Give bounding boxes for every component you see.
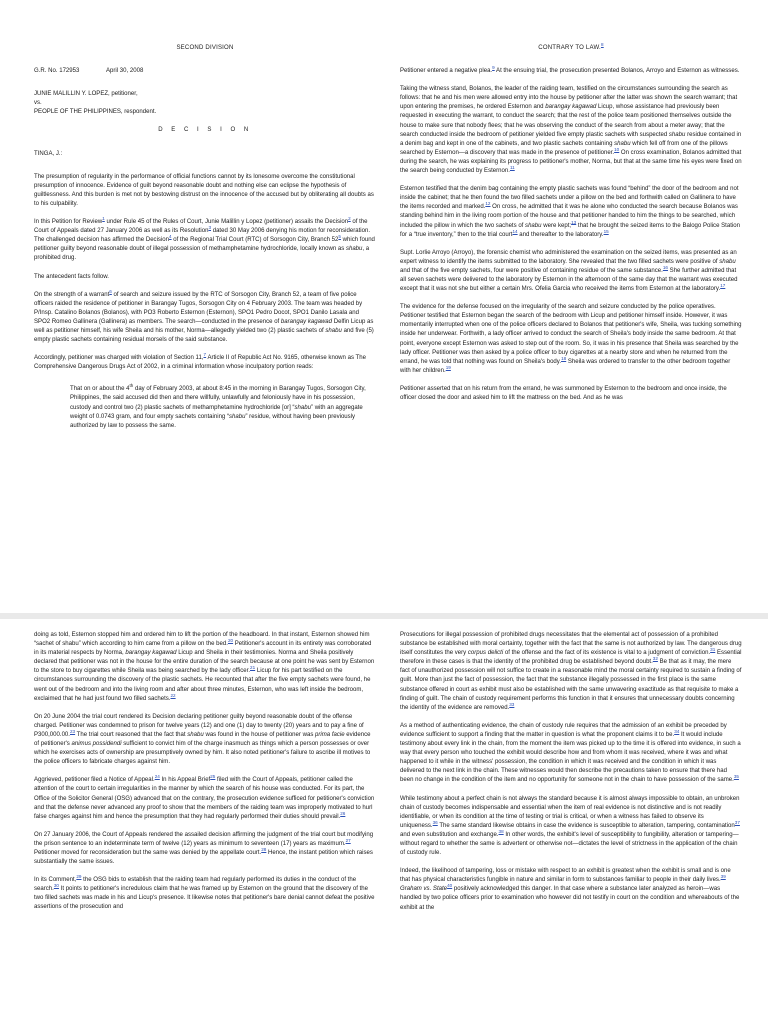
italic-text: barangay kagawad: [125, 650, 177, 657]
text: day of February 2003, at about 8:45 in the morning in Barangay Tugos, Sorsogon City, Philippines, the said accused did then and there willfully, unlawfully and feloniously have in his possession, custody and control two (2) plastic sachets of methamphetamine hydrochloride [or] “: [70, 386, 366, 411]
paragraph: [400, 867, 742, 912]
text: Aggrieved, petitioner filed a Notice of Appeal.: [34, 777, 155, 784]
text: Article II of Republic Act No. 9165, otherwise known as The Comprehensive Dangerous Drugs Act of 2002, in a criminal information whose inculpatory portion reads:: [34, 355, 366, 371]
italic-text: shabu: [614, 140, 631, 147]
text: and five (5) empty plastic sachets containing residual morsels of the said substance.: [34, 327, 374, 344]
text: That on or about the 4: [70, 386, 130, 393]
petitioner-name: JUNIE MALILLIN Y. LOPEZ, petitioner,: [34, 91, 138, 98]
text: Petitioner's account in its entirety was corroborated in its material respects by Norma,: [34, 641, 372, 657]
paragraph: [34, 288, 376, 346]
italic-text: shabu: [668, 131, 686, 138]
page2-left-column: [34, 631, 376, 922]
italic-text: shabu: [325, 327, 342, 334]
text: Esternon testified that the denim bag containing the empty plastic sachets was found “behind” the door of the bedroom and not inside the cabinet; that he then found the two filled sachets under a pillow on the bed and forthwith called on Gallinera to have the items recorded and marked.: [400, 186, 739, 211]
footnote-link[interactable]: 26: [340, 810, 346, 816]
text: and that of the five empty sachets, four were positive of containing residue of the same substance.: [400, 267, 663, 274]
text: under Rule 45 of the Rules of Court, Junie Malillin y Lopez (petitioner) assails the Decision: [104, 219, 349, 226]
footnote-link[interactable]: 4: [169, 234, 172, 240]
text: ” residue, without having been previously authorized by law to possess the same.: [70, 413, 356, 429]
case-number-line: [34, 67, 376, 76]
text: In other words, the exhibit's level of susceptibility to fungibility, alteration or tampering—without regard to whether the same is advertent or otherwise not—dictates the level of strictness in the application of the chain of custody rule.: [400, 831, 739, 857]
text: Indeed, the likelihood of tampering, loss or mistake with respect to an exhibit is greatest when the exhibit is small and is one that has physical characteristics fungible in nature and similar in form to substances familiar to people in their daily lives.: [400, 868, 731, 884]
paragraph: [34, 713, 376, 768]
footnote-link[interactable]: 6: [109, 288, 112, 294]
text: In this Petition for Review: [34, 219, 103, 226]
text: Petitioner moved for reconsideration but the same was denied by the appellate court.: [34, 849, 262, 856]
footnote-link[interactable]: 31: [710, 647, 716, 653]
footnote-link[interactable]: 19: [445, 364, 451, 370]
text: Accordingly, petitioner was charged with violation of Section 11,: [34, 355, 204, 362]
text: On the strength of a warrant: [34, 291, 110, 298]
text: Supt. Lorlie Arroyo (Arroyo), the forensic chemist who administered the examination on the seized items, was presented as an expert witness to identify the items submitted to the laboratory. She revealed that the two filled sachets were positive of: [400, 249, 737, 265]
footnote-link[interactable]: 29: [76, 874, 82, 880]
footnote-link[interactable]: 7: [203, 352, 207, 358]
page1-right-column: [400, 41, 742, 412]
footnote-link[interactable]: 15: [603, 228, 609, 234]
italic-text: shabu: [187, 731, 204, 738]
text: which found petitioner guilty beyond reasonable doubt of illegal possession of methamphetamine hydrochloride, locally known as: [34, 237, 375, 253]
italic-text: shabu: [525, 222, 542, 229]
contrary-heading: [400, 41, 742, 53]
text: of search and seizure issued by the RTC of Sorsogon City, Branch 52, a team of five police officers raided the residence of petitioner in Barangay Tugos, Sorsogon City on 4 February 2003. The team was headed by P/Insp. Catalino Bolanos (Bolanos), with PO3 Roberto Esternon (Esternon), SPO1 Pedro Docot, SPO1 Danilo Lasala and SPO2 Romeo Gallinera (Gallinera) as members. The search—conducted in the presence of: [34, 291, 363, 325]
footnote-link[interactable]: 14: [512, 228, 518, 234]
footnote-link[interactable]: 20: [227, 638, 234, 644]
text: which fell off from one of the pillows searched by Esternon—a discovery that was made in the presence of petitioner.: [400, 140, 728, 156]
footnote-link[interactable]: 9: [492, 65, 495, 71]
quoted-information: [70, 381, 376, 430]
superscript: th: [129, 383, 134, 389]
text: As a method of authenticating evidence, the chain of custody rule requires that the admission of an exhibit be preceded by evidence sufficient to support a finding that the matter in question is what the proponent claims it to be.: [400, 722, 727, 738]
text: dated 30 May 2006 denying his motion for reconsideration. The challenged decision has affirmed the Decision: [34, 228, 371, 244]
text: of the offense and the fact of its existence is vital to a judgment of conviction.: [503, 650, 711, 657]
case-number: G.R. No. 172953: [34, 68, 80, 75]
footnote-link[interactable]: 24: [154, 774, 160, 780]
text: , a prohibited drug.: [34, 246, 370, 262]
text: Essential therefore in these cases is that the identity of the prohibited drug be established beyond doubt.: [400, 650, 742, 666]
paragraph: [34, 354, 376, 372]
text: The same standard likewise obtains in case the evidence is susceptible to alteration, tampering, contamination: [437, 822, 735, 829]
paragraph: [400, 85, 742, 176]
decision-heading: D E C I S I O N: [158, 127, 252, 134]
footnote-link[interactable]: 32: [652, 656, 658, 662]
text: It would include testimony about every link in the chain, from the moment the item was picked up to the time it is offered into evidence, in such a way that every person who touched the exhibit would describe how and from whom it was received, where it was and what happened to it while in the witness' possession, the condition in which it was received and the condition in which it was delivered to the next link in the chain. These witnesses would then describe the precautions taken to ensure that there had been no change in the condition of the item and no opportunity for someone not in the chain to have possession of the same.: [400, 731, 741, 784]
footnote-link[interactable]: 30: [53, 883, 59, 889]
italic-text: shabu: [719, 258, 736, 265]
italic-text: prima facie: [315, 731, 345, 738]
text: sufficient to convict him of the charge inasmuch as things which a person possesses or over which he exercises acts of ownership are presumptively owned by him. It also noted petitioner's failure to ascribe ill motives to the police officers to fabricate charges against him.: [34, 741, 371, 766]
italic-text: barangay kagawad: [545, 104, 597, 111]
text: Licup and Sheila in their testimonies. Norma and Sheila positively declared that petitioner was not in the house for the entire duration of the search because at one point he was sent by Esternon to the store to buy cigarettes while Sheila was being searched by the lady officer.: [34, 650, 375, 675]
paragraph: [400, 303, 742, 376]
italic-text: corpus delicti: [467, 650, 504, 657]
text: the OSG bids to establish that the raiding team had regularly performed its duties in the conduct of the search.: [34, 877, 357, 893]
text: Delfin Licup as well as petitioner himself, his wife Sheila and his mother, Norma—allegedly yielded two (2) plastic sachets of: [34, 318, 374, 334]
text: The trial court reasoned that the fact that: [75, 731, 188, 738]
footnote-link[interactable]: 13: [571, 219, 577, 225]
text: filed with the Court of Appeals, petitioner called the attention of the court to certain irregularities in the manner by which the search of his house was conducted. For its part, the Office of the Solicitor General (OSG) advanced that on the contrary, the prosecution evidence sufficed for petitioner's conviction and that the defense never advanced any proof to show that the members of the raiding team was improperly motivated to hurl false charges against him and hence the presumption that they had regularly performed their duties should prevail.: [34, 777, 375, 820]
ponente: TINGA, J.:: [34, 150, 63, 157]
text: While testimony about a perfect chain is not always the standard because it is almost always impossible to obtain, an unbroken chain of custody becomes indispensable and essential when the item of real evidence is not distinctive and is not readily identifiable, or when its condition at the time of testing or trial is critical, or when a witness has failed to observe its uniqueness.: [400, 795, 740, 829]
italic-text: shabu: [229, 413, 246, 420]
paragraph: [34, 876, 376, 912]
footnote-link[interactable]: 12: [485, 201, 491, 207]
text: Hence, the instant petition which raises substantially the same issues.: [34, 849, 373, 866]
footnote-link[interactable]: 16: [662, 264, 668, 270]
paragraph: [400, 722, 742, 786]
footnote-link[interactable]: 40: [447, 883, 453, 889]
text: On cross examination, Bolanos admitted that during the search, he was explaining its progress to petitioner's mother, Norma, but that at the same time his eyes were fixed on the search being conducted by Esternon.: [400, 149, 742, 175]
paragraph: The antecedent facts follow.: [34, 273, 109, 280]
footnote-link[interactable]: 28: [261, 846, 267, 852]
versus: vs.: [34, 100, 42, 107]
text: were kept;: [541, 222, 572, 229]
text: and even substitution and exchange.: [400, 831, 499, 838]
text: Prosecutions for illegal possession of prohibited drugs necessitates that the elemental act of possession of a prohibited substance be established with moral certainty, together with the fact that the same is not authorized by law. The dangerous drug itself constitutes the very: [400, 632, 742, 657]
footnote-link[interactable]: 8: [600, 41, 604, 47]
division-heading: SECOND DIVISION: [176, 45, 234, 51]
footnote-link[interactable]: 10: [614, 146, 620, 152]
footnote-link[interactable]: 36: [432, 819, 438, 825]
text: was found in the house of petitioner was: [203, 731, 316, 738]
footnote-link[interactable]: 1: [102, 216, 105, 222]
footnote-link[interactable]: 5: [338, 234, 341, 240]
text: residue contained in a denim bag and kept in one of the cabinets, and two plastic sachets containing: [400, 131, 742, 147]
text: doing as told, Esternon stopped him and ordered him to lift the portion of the headboard. In that instant, Esternon showed him “sachet of shabu” which according to him came from a pillow on the bed.: [34, 632, 370, 648]
text: The evidence for the defense focused on the irregularity of the search and seizure conducted by the police operatives. Petitioner testified that Esternon began the search of the bedroom with Licup and petitioner himself inside. However, it was momentarily interrupted when one of the police officers declared to Bolanos that petitioner's wife, Sheila, was tucking something inside her underwear. Forthwith, a lady officer arrived to conduct the search of Sheila's body inside the same bedroom. At that point, everyone except Esternon was asked to step out of the room. So, it was in his presence that Sheila was searched by the lady officer. Petitioner was then asked by a police officer to buy cigarettes at a nearby store and when he returned from the errand, he was told that nothing was found on Sheila's body.: [400, 304, 742, 365]
page2-right-column: [400, 631, 742, 922]
text: Taking the witness stand, Bolanos, the leader of the raiding team, testified on the circumstances surrounding the search as follows: that he and his men were allowed entry into the house by petitioner after the latter was shown the search warrant; that upon entering the premises, he ordered Esternon and: [400, 86, 738, 111]
text: In his Appeal Brief: [159, 777, 211, 784]
footnote-link[interactable]: 35: [733, 774, 739, 780]
text: Sheila was ordered to transfer to the other bedroom together with her children.: [400, 358, 731, 374]
respondent-name: PEOPLE OF THE PHILIPPINES, respondent.: [34, 109, 157, 116]
footnote-link[interactable]: 37: [734, 819, 740, 825]
footnote-link[interactable]: 21: [250, 665, 256, 671]
page1-left-column: [34, 44, 376, 440]
text: In its Comment,: [34, 877, 77, 884]
footnote-link[interactable]: 25: [210, 774, 216, 780]
text: of the Regional Trial Court (RTC) of Sorsogon City, Branch 52: [171, 237, 339, 244]
paragraph: [400, 185, 742, 240]
italic-text: barangay kagawad: [280, 318, 333, 325]
document-page-2: [0, 619, 768, 1024]
text: She further admitted that all seven sachets were delivered to the laboratory by Esternon in the afternoon of the same day that the warrant was executed except that it was not she but either a certain Mrs. Ofelia Garcia who received the items from Esternon at the laboratory.: [400, 267, 738, 293]
paragraph: [400, 67, 742, 76]
paragraph: [34, 776, 376, 821]
paragraph: The presumption of regularity in the performance of official functions cannot by its lonesome overcome the constitutional presumption of innocence. Evidence of guilt beyond reasonable doubt and nothing else can eclipse the hypothesis of guiltlessness. And this burden is met not by bestowing distrust on the innocence of the accused but by obliterating all doubts as to his culpability.: [34, 173, 374, 207]
footnote-link[interactable]: 38: [498, 828, 504, 834]
paragraph: [400, 795, 742, 859]
text: CONTRARY TO LAW.: [538, 45, 601, 51]
text: Licup, whose assistance had previously been requested in executing the warrant, to conduct the search; that the rest of the police team positioned themselves outside the house to make sure that nobody flees; that he was observing the conduct of the search from about a meter away; that the search conducted inside the bedroom of petitioner yielded five empty plastic sachets with suspected: [400, 104, 732, 138]
text: Licup for his part testified on the circumstances surrounding the discovery of the plastic sachets. He recounted that after the five empty sachets were found, he went out of the bedroom and into the living room and after about three minutes, Esternon, who was left inside the bedroom, exclaimed that he had just found two filled sachets.: [34, 668, 371, 702]
paragraph: [34, 631, 376, 704]
italic-text: animus possidendi: [71, 741, 122, 748]
case-date: April 30, 2008: [106, 68, 144, 75]
text: and thereafter to the laboratory.: [517, 231, 604, 238]
footnote-link[interactable]: 27: [345, 837, 351, 843]
footnote-link[interactable]: 2: [348, 216, 351, 222]
paragraph: [400, 249, 742, 294]
text: evidence of petitioner's: [34, 731, 371, 748]
italic-text: shabu: [294, 404, 311, 411]
footnote-link[interactable]: 33: [509, 701, 515, 707]
footnote-link[interactable]: 3: [208, 225, 212, 231]
footnote-link[interactable]: 22: [170, 692, 176, 698]
footnote-link[interactable]: 17: [720, 283, 726, 289]
text: On 20 June 2004 the trial court rendered its Decision declaring petitioner guilty beyond reasonable doubt of the offense charged. Petitioner was condemned to prison for twelve years (12) and one (1) day to twenty (20) years and to pay a fine of P300,000.00.: [34, 713, 364, 738]
paragraph: [400, 631, 742, 713]
paragraph: Petitioner asserted that on his return from the errand, he was summoned by Esternon to the bedroom and once inside, the officer closed the door and asked him to lift the mattress on the bed. And as he was: [400, 385, 727, 401]
text: Petitioner entered a negative plea.: [400, 68, 493, 75]
case-parties: [34, 90, 376, 117]
text: At the ensuing trial, the prosecution presented Bolanos, Arroyo and Esternon as witnesses.: [494, 68, 740, 75]
text: positively acknowledged this danger. In that case where a substance later analyzed as heroin—was handled by two police officers prior to examination who however did not testify in court on the condition and whereabouts of the exhibit at the: [400, 886, 740, 911]
footnote-link[interactable]: 11: [509, 165, 515, 171]
italic-text: shabu: [345, 246, 363, 253]
footnote-link[interactable]: 34: [674, 728, 680, 734]
text: that he brought the seized items to the Balogo Police Station for a “true inventory,” then to the trial court: [400, 222, 740, 238]
italic-text: Graham vs. State: [400, 886, 448, 893]
paragraph: [34, 218, 376, 263]
paragraph: [34, 831, 376, 867]
text: of the Court of Appeals dated 27 January 2006 as well as its Resolution: [34, 219, 368, 235]
text: It points to petitioner's incredulous claim that he was framed up by Esternon on the ground that the discovery of the two filled sachets was made in his and Licup's presence. It likewise notes that petitioner's bare denial cannot defeat the positive assertions of the prosecution and: [34, 886, 375, 911]
footnote-link[interactable]: 23: [69, 728, 76, 734]
text: On 27 January 2006, the Court of Appeals rendered the assailed decision affirming the judgment of the trial court but modifying the prison sentence to an indeterminate term of twelve (12) years as minimum to seventeen (17) years as maximum.: [34, 831, 374, 847]
footnote-link[interactable]: 39: [720, 874, 726, 880]
text: On cross, he admitted that it was he alone who conducted the search because Bolanos was standing behind him in the living room portion of the house and that petitioner handed to him the things to be searched, which included the pillow in which the two sachets of: [400, 204, 738, 229]
footnote-link[interactable]: 18: [561, 355, 567, 361]
text: Be that as it may, the mere fact of unauthorized possession will not suffice to create in a reasonable mind the moral certainty required to sustain a finding of guilt. More than just the fact of possession, the fact that the substance illegally possessed in the first place is the same substance offered in court as exhibit must also be established with the same unwavering exactitude as that requisite to make a finding of guilt. The chain of custody requirement performs this function in that it ensures that unnecessary doubts concerning the identity of the evidence are removed.: [400, 659, 742, 711]
text: ” with an aggregate weight of 0.0743 gram, and four empty sachets containing “: [70, 404, 363, 420]
